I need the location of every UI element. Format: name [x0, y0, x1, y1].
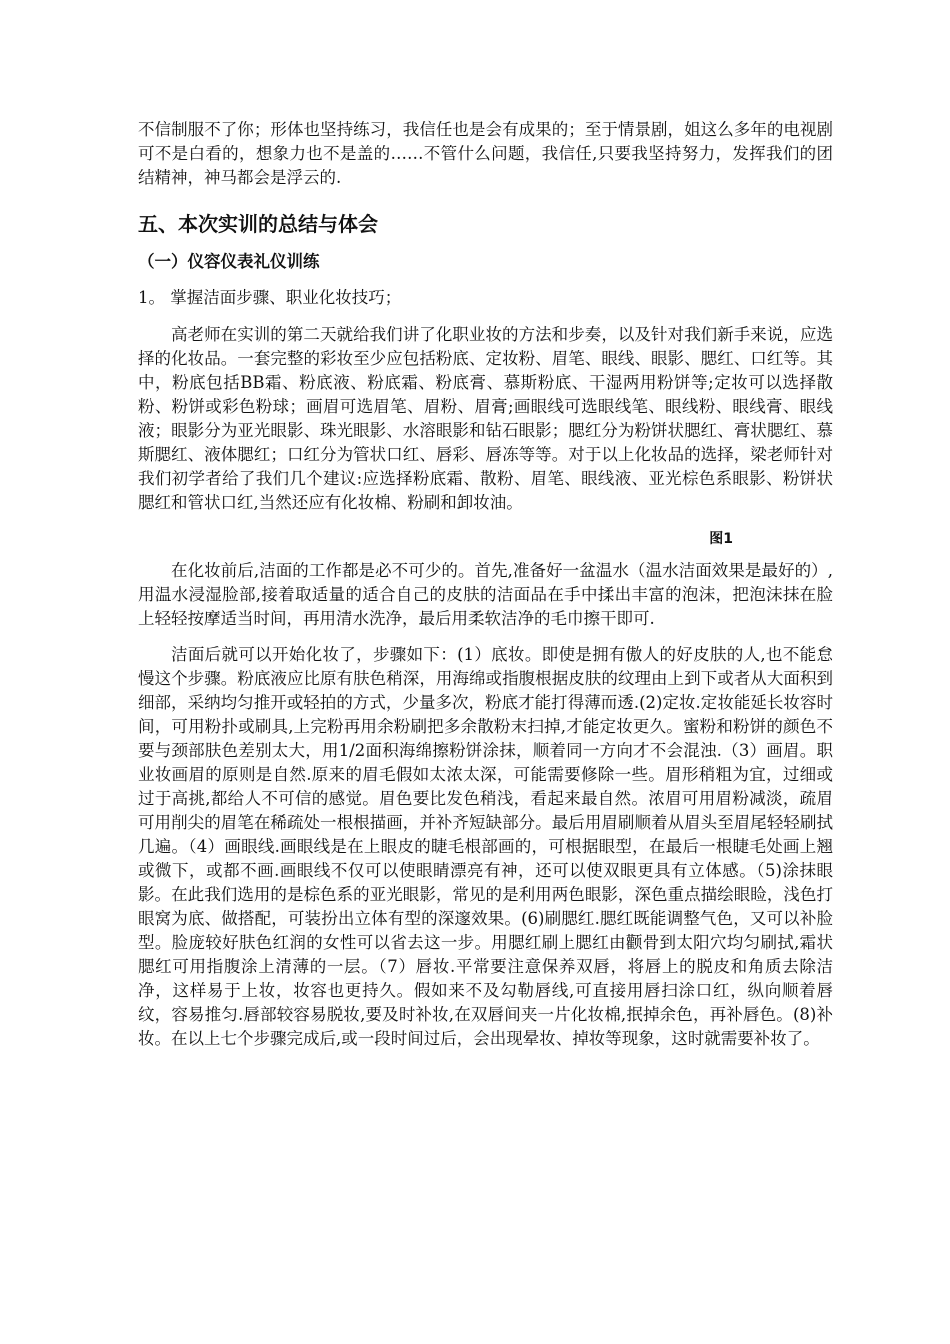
- figure-caption: 图1: [709, 531, 733, 547]
- paragraph-cosmetics: 高老师在实训的第二天就给我们讲了化职业妆的方法和步奏，以及针对我们新手来说，应选择的化妆品。一套完整的彩妆至少应包括粉底、定妆粉、眉笔、眼线、眼影、腮红、口红等。其中，粉底包括BB霜、粉底液、粉底霜、粉底膏、慕斯粉底、干湿两用粉饼等;定妆可以选择散粉、粉饼或彩色粉球；画眉可选眉笔、眉粉、眉膏;画眼线可选眼线笔、眼线粉、眼线膏、眼线液；眼影分为亚光眼影、珠光眼影、水溶眼影和钻石眼影；腮红分为粉饼状腮红、膏状腮红、慕斯腮红、液体腮红；口红分为管状口红、唇彩、唇冻等等。对于以上化妆品的选择，梁老师针对我们初学者给了我们几个建议:应选择粉底霜、散粉、眉笔、眼线液、亚光棕色系眼影、粉饼状腮红和管状口红,当然还应有化妆棉、粉刷和卸妆油。: [138, 325, 833, 512]
- subsection-heading: （一）仪容仪表礼仪训练: [138, 252, 320, 271]
- paragraph-makeup-steps: 洁面后就可以开始化妆了，步骤如下：(1）底妆。即使是拥有傲人的好皮肤的人,也不能怠慢这个步骤。粉底液应比原有肤色稍深，用海绵或指腹根据皮肤的纹理由上到下或者从大面积到细部，采纳均匀推开或轻拍的方式，少量多次，粉底才能打得薄而透.(2)定妆.定妆能延长妆容时间，可用粉扑或刷具,上完粉再用余粉刷把多余散粉末扫掉,才能定妆更久。蜜粉和粉饼的颜色不要与颈部肤色差别太大，用1/2面积海绵擦粉饼涂抹，顺着同一方向才不会混浊.（3）画眉。职业妆画眉的原则是自然.原来的眉毛假如太浓太深，可能需要修除一些。眉形稍粗为宜，过细或过于高挑,都给人不可信的感觉。眉色要比发色稍浅，看起来最自然。浓眉可用眉粉减淡，疏眉可用削尖的眉笔在稀疏处一根根描画，并补齐短缺部分。最后用眉刷顺着从眉头至眉尾轻轻刷拭几遍。（4）画眼线.画眼线是在上眼皮的睫毛根部画的，可根据眼型，在最后一根睫毛处画上翘或微下，或都不画.画眼线不仅可以使眼睛漂亮有神，还可以使双眼更具有立体感。（5)涂抹眼影。在此我们选用的是棕色系的亚光眼影，常见的是利用两色眼影，深色重点描绘眼睑，浅色打眼窝为底、做搭配，可装扮出立体有型的深邃效果。(6)刷腮红.腮红既能调整气色，又可以补脸型。脸庞较好肤色红润的女性可以省去这一步。用腮红刷上腮红由颧骨到太阳穴均匀刷拭,霜状腮红可用指腹涂上清薄的一层。（7）唇妆.平常要注意保养双唇，将唇上的脱皮和角质去除洁净，这样易于上妆，妆容也更持久。假如来不及勾勒唇线,可直接用唇扫涂口红，纵向顺着唇纹，容易推匀.唇部较容易脱妆,要及时补妆,在双唇间夹一片化妆棉,抿掉余色，再补唇色。(8)补妆。在以上七个步骤完成后,或一段时间过后，会出现晕妆、掉妆等现象，这时就需要补妆了。: [138, 645, 833, 1048]
- intro-paragraph: 不信制服不了你；形体也坚持练习，我信任也是会有成果的；至于情景剧，姐这么多年的电视剧可不是白看的，想象力也不是盖的……不管什么问题，我信任,只要我坚持努力，发挥我们的团结精神，神马都会是浮云的.: [138, 120, 833, 187]
- paragraph-cleansing: 在化妆前后,洁面的工作都是必不可少的。首先,准备好一盆温水（温水洁面效果是最好的）,用温水浸湿脸部,接着取适量的适合自己的皮肤的洁面品在手中揉出丰富的泡沫，把泡沫抹在脸上轻轻按摩适当时间，再用清水洗净，最后用柔软洁净的毛巾擦干即可.: [138, 561, 833, 628]
- item-title: 1。 掌握洁面步骤、职业化妆技巧；: [138, 288, 402, 307]
- section-heading: 五、本次实训的总结与体会: [138, 212, 378, 236]
- document-page: [138, 118, 833, 1051]
